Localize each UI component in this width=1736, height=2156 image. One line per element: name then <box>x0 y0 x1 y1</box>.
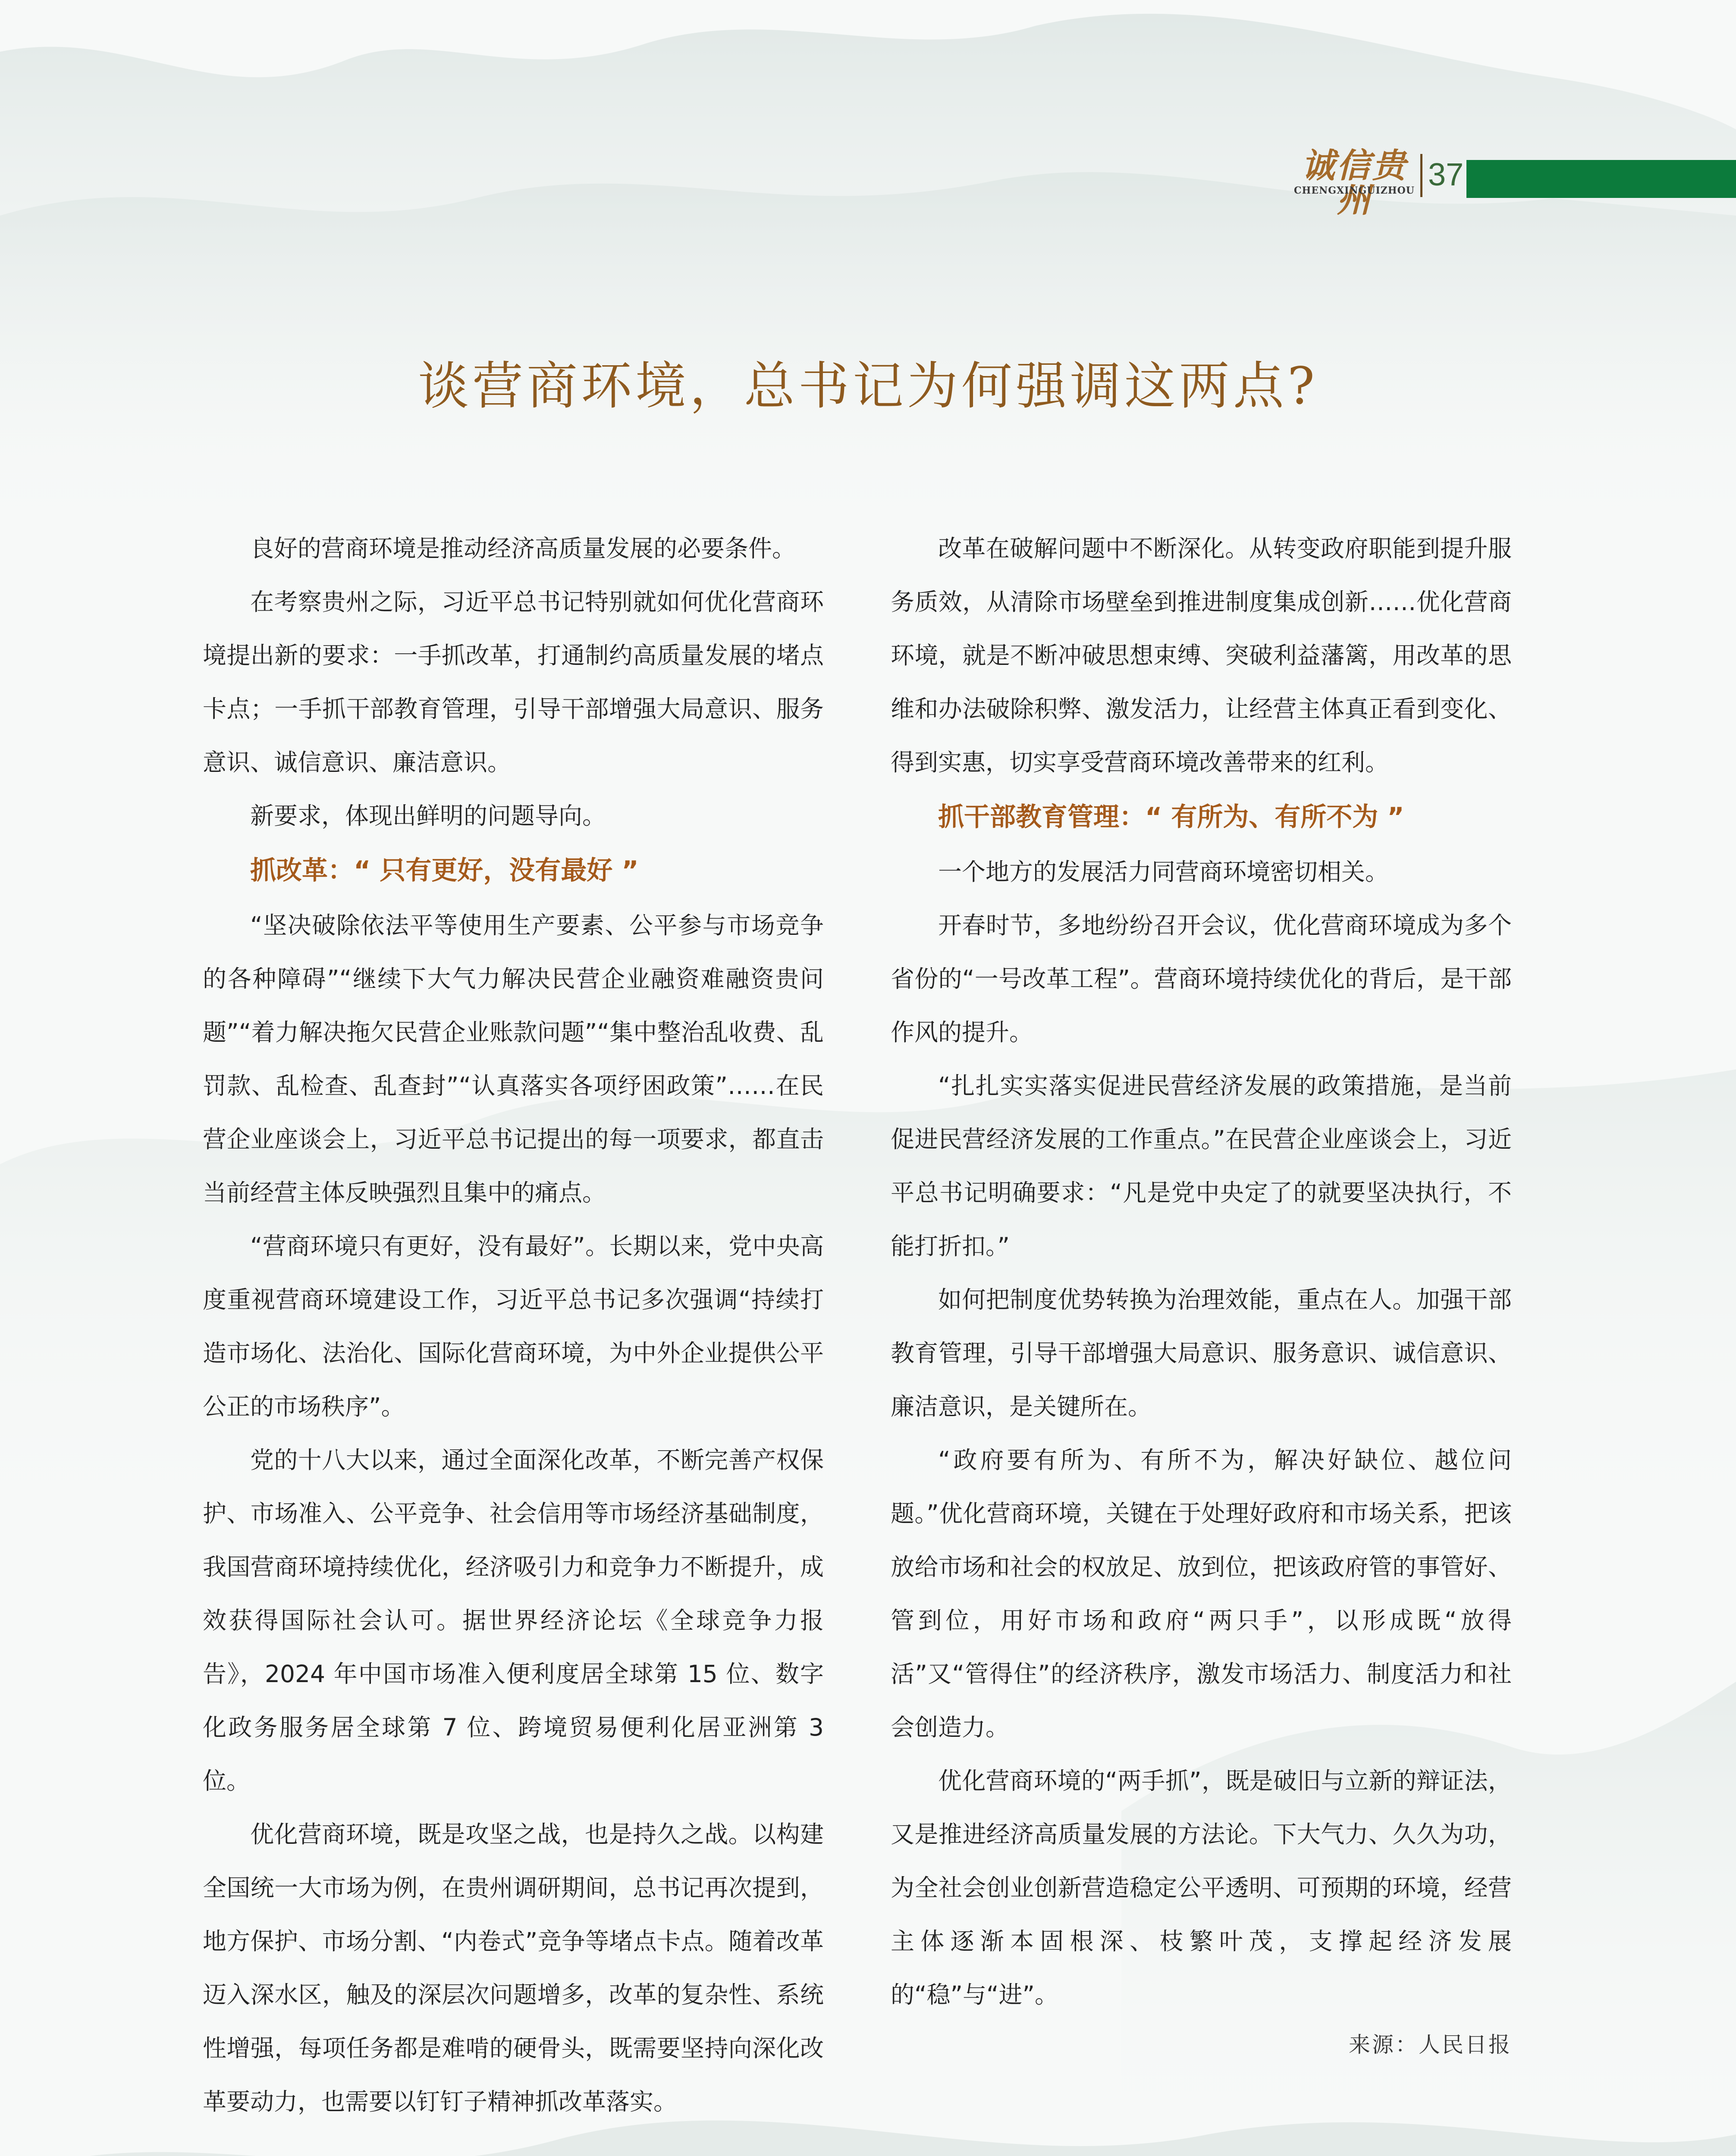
paragraph: 如何把制度优势转换为治理效能，重点在人。加强干部教育管理，引导干部增强大局意识、服务意识、诚信意识、廉洁意识，是关键所在。 <box>891 1286 1512 1420</box>
left-text-column <box>203 522 824 2128</box>
header-accent-bar <box>1466 160 1736 198</box>
section-heading: 抓改革：“ 只有更好，没有最好 ” <box>250 856 639 886</box>
article-title: 谈营商环境，总书记为何强调这两点? <box>418 356 1318 416</box>
article-source: 来源：人民日报 <box>1349 2032 1512 2057</box>
paragraph: 新要求，体现出鲜明的问题导向。 <box>250 802 606 830</box>
paragraph: 开春时节，多地纷纷召开会议，优化营商环境成为多个省份的“一号改革工程”。营商环境持续优化的背后，是干部作风的提升。 <box>891 912 1512 1046</box>
logo-chinese-text: 诚信贵州 <box>1301 146 1407 220</box>
paragraph: 优化营商环境，既是攻坚之战，也是持久之战。以构建全国统一大市场为例，在贵州调研期间，总书记再次提到，地方保护、市场分割、“内卷式”竞争等堵点卡点。随着改革迈入深水区，触及的深层次问题增多，改革的复杂性、系统性增强，每项任务都是难啃的硬骨头，既需要坚持向深化改革要动力，也需要以钉钉子精神抓改革落实。 <box>203 1821 824 2115</box>
paragraph: 在考察贵州之际，习近平总书记特别就如何优化营商环境提出新的要求：一手抓改革，打通制约高质量发展的堵点卡点；一手抓干部教育管理，引导干部增强大局意识、服务意识、诚信意识、廉洁意识。 <box>203 588 824 776</box>
paragraph: 良好的营商环境是推动经济高质量发展的必要条件。 <box>250 535 796 562</box>
paragraph: 优化营商环境的“两手抓”，既是破旧与立新的辩证法，又是推进经济高质量发展的方法论。下大气力、久久为功，为全社会创业创新营造稳定公平透明、可预期的环境，经营主体逐渐本固根深、枝繁叶茂，支撑起经济发展的“稳”与“进”。 <box>891 1767 1512 2009</box>
header-divider <box>1420 154 1422 197</box>
page-number: 37 <box>1428 157 1464 192</box>
paragraph: “政府要有所为、有所不为，解决好缺位、越位问题。”优化营商环境，关键在于处理好政府和市场关系，把该放给市场和社会的权放足、放到位，把该政府管的事管好、管到位，用好市场和政府“两只手”，以形成既“放得活”又“管得住”的经济秩序，激发市场活力、制度活力和社会创造力。 <box>891 1446 1512 1741</box>
paragraph: “扎扎实实落实促进民营经济发展的政策措施，是当前促进民营经济发展的工作重点。”在民营企业座谈会上，习近平总书记明确要求：“凡是党中央定了的就要坚决执行，不能打折扣。” <box>891 1072 1512 1260</box>
logo-english-text: CHENGXINGUIZHOU <box>1294 185 1415 196</box>
right-text-column <box>891 522 1512 2066</box>
section-heading: 抓干部教育管理：“ 有所为、有所不为 ” <box>938 802 1404 832</box>
magazine-logo <box>1287 146 1417 220</box>
paragraph: “营商环境只有更好，没有最好”。长期以来，党中央高度重视营商环境建设工作，习近平总书记多次强调“持续打造市场化、法治化、国际化营商环境，为中外企业提供公平公正的市场秩序”。 <box>203 1232 824 1420</box>
page-header <box>1287 146 1736 220</box>
paragraph: 党的十八大以来，通过全面深化改革，不断完善产权保护、市场准入、公平竞争、社会信用等市场经济基础制度，我国营商环境持续优化，经济吸引力和竞争力不断提升，成效获得国际社会认可。据世界经济论坛《全球竞争力报告》，2024 年中国市场准入便利度居全球第 15 位、数字化政务服务居全球第 7 位、跨境贸易便利化居亚洲第 3 位。 <box>203 1446 824 1795</box>
paragraph: “坚决破除依法平等使用生产要素、公平参与市场竞争的各种障碍”“继续下大气力解决民营企业融资难融资贵问题”“着力解决拖欠民营企业账款问题”“集中整治乱收费、乱罚款、乱检查、乱查封”“认真落实各项纾困政策”……在民营企业座谈会上，习近平总书记提出的每一项要求，都直击当前经营主体反映强烈且集中的痛点。 <box>203 912 824 1206</box>
paragraph: 一个地方的发展活力同营商环境密切相关。 <box>938 858 1389 886</box>
paragraph: 改革在破解问题中不断深化。从转变政府职能到提升服务质效，从清除市场壁垒到推进制度集成创新……优化营商环境，就是不断冲破思想束缚、突破利益藩篱，用改革的思维和办法破除积弊、激发活力，让经营主体真正看到变化、得到实惠，切实享受营商环境改善带来的红利。 <box>891 535 1512 776</box>
